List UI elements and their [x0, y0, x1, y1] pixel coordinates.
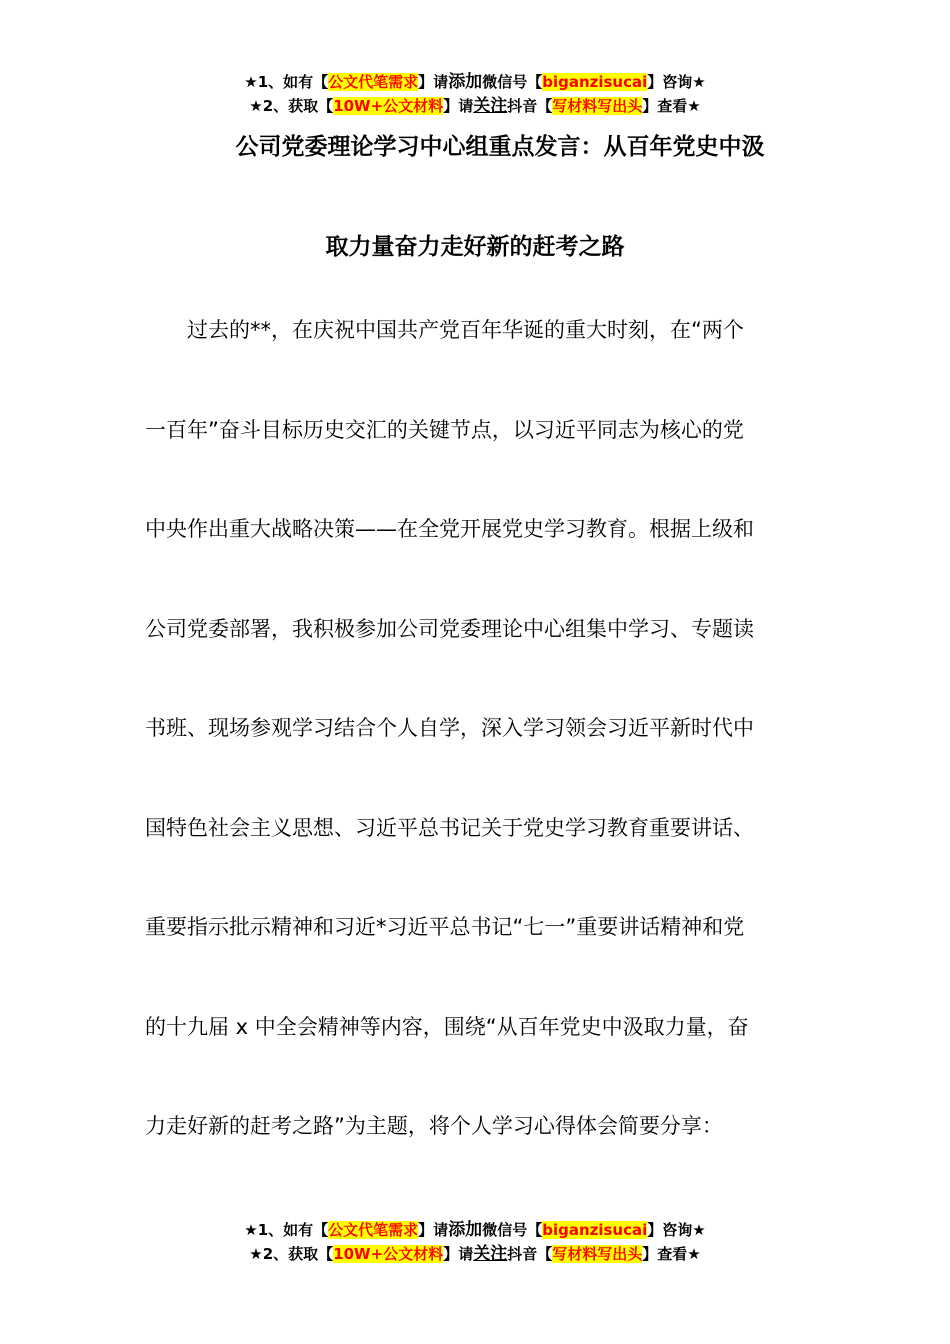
document-title-line-1: 公司党委理论学习中心组重点发言：从百年党史中汲	[235, 134, 765, 160]
promo-text: 】请	[443, 1245, 474, 1263]
promo-prefix: ★2、获取【	[249, 97, 334, 115]
body-line: 一百年”奋斗目标历史交汇的关键节点，以习近平同志为核心的党	[145, 418, 744, 442]
footer-promo-line-1	[0, 1218, 950, 1242]
promo-suffix: 】查看★	[642, 1245, 701, 1263]
promo-text: 】请	[418, 1221, 449, 1239]
body-line: 书班、现场参观学习结合个人自学，深入学习领会习近平新时代中	[145, 716, 754, 740]
promo-highlight-douyin: 写材料写出头	[552, 97, 643, 115]
header-promo-line-1	[0, 70, 950, 94]
body-line: 公司党委部署，我积极参加公司党委理论中心组集中学习、专题读	[145, 617, 754, 641]
footer-promo-line-2	[0, 1242, 950, 1266]
promo-text: 】请	[443, 97, 474, 115]
promo-highlight-wechat-id: biganzisucai	[542, 1221, 648, 1239]
promo-highlight-wechat-id: biganzisucai	[542, 73, 648, 91]
body-line: 过去的**，在庆祝中国共产党百年华诞的重大时刻，在“两个	[187, 318, 744, 342]
promo-text: 微信号【	[482, 73, 543, 91]
promo-highlight-service: 公文代笔需求	[328, 73, 419, 91]
body-line: 国特色社会主义思想、习近平总书记关于党史学习教育重要讲话、	[145, 816, 754, 840]
document-title-line-2: 取力量奋力走好新的赶考之路	[325, 234, 625, 260]
promo-highlight-service: 公文代笔需求	[328, 1221, 419, 1239]
promo-emphasis: 关注	[473, 96, 508, 116]
promo-text: 抖音【	[507, 1245, 553, 1263]
promo-prefix: ★1、如有【	[244, 1221, 329, 1239]
promo-highlight-douyin: 写材料写出头	[552, 1245, 643, 1263]
body-line: 力走好新的赶考之路”为主题，将个人学习心得体会简要分享：	[145, 1114, 723, 1138]
footer-promo	[0, 1218, 950, 1266]
header-promo	[0, 70, 950, 118]
promo-prefix: ★1、如有【	[244, 73, 329, 91]
promo-highlight-materials: 10W+公文材料	[333, 1245, 444, 1263]
promo-suffix: 】查看★	[642, 97, 701, 115]
promo-text: 】请	[418, 73, 449, 91]
promo-prefix: ★2、获取【	[249, 1245, 334, 1263]
promo-suffix: 】咨询★	[647, 73, 706, 91]
body-line: 的十九届 x 中全会精神等内容，围绕“从百年党史中汲取力量，奋	[145, 1015, 749, 1039]
promo-emphasis: 关注	[473, 1244, 508, 1264]
promo-emphasis: 添加	[448, 72, 483, 92]
promo-text: 抖音【	[507, 97, 553, 115]
promo-highlight-materials: 10W+公文材料	[333, 97, 444, 115]
body-line: 中央作出重大战略决策——在全党开展党史学习教育。根据上级和	[145, 517, 754, 541]
header-promo-line-2	[0, 94, 950, 118]
body-line: 重要指示批示精神和习近*习近平总书记“七一”重要讲话精神和党	[145, 915, 745, 939]
promo-emphasis: 添加	[448, 1220, 483, 1240]
promo-suffix: 】咨询★	[647, 1221, 706, 1239]
promo-text: 微信号【	[482, 1221, 543, 1239]
